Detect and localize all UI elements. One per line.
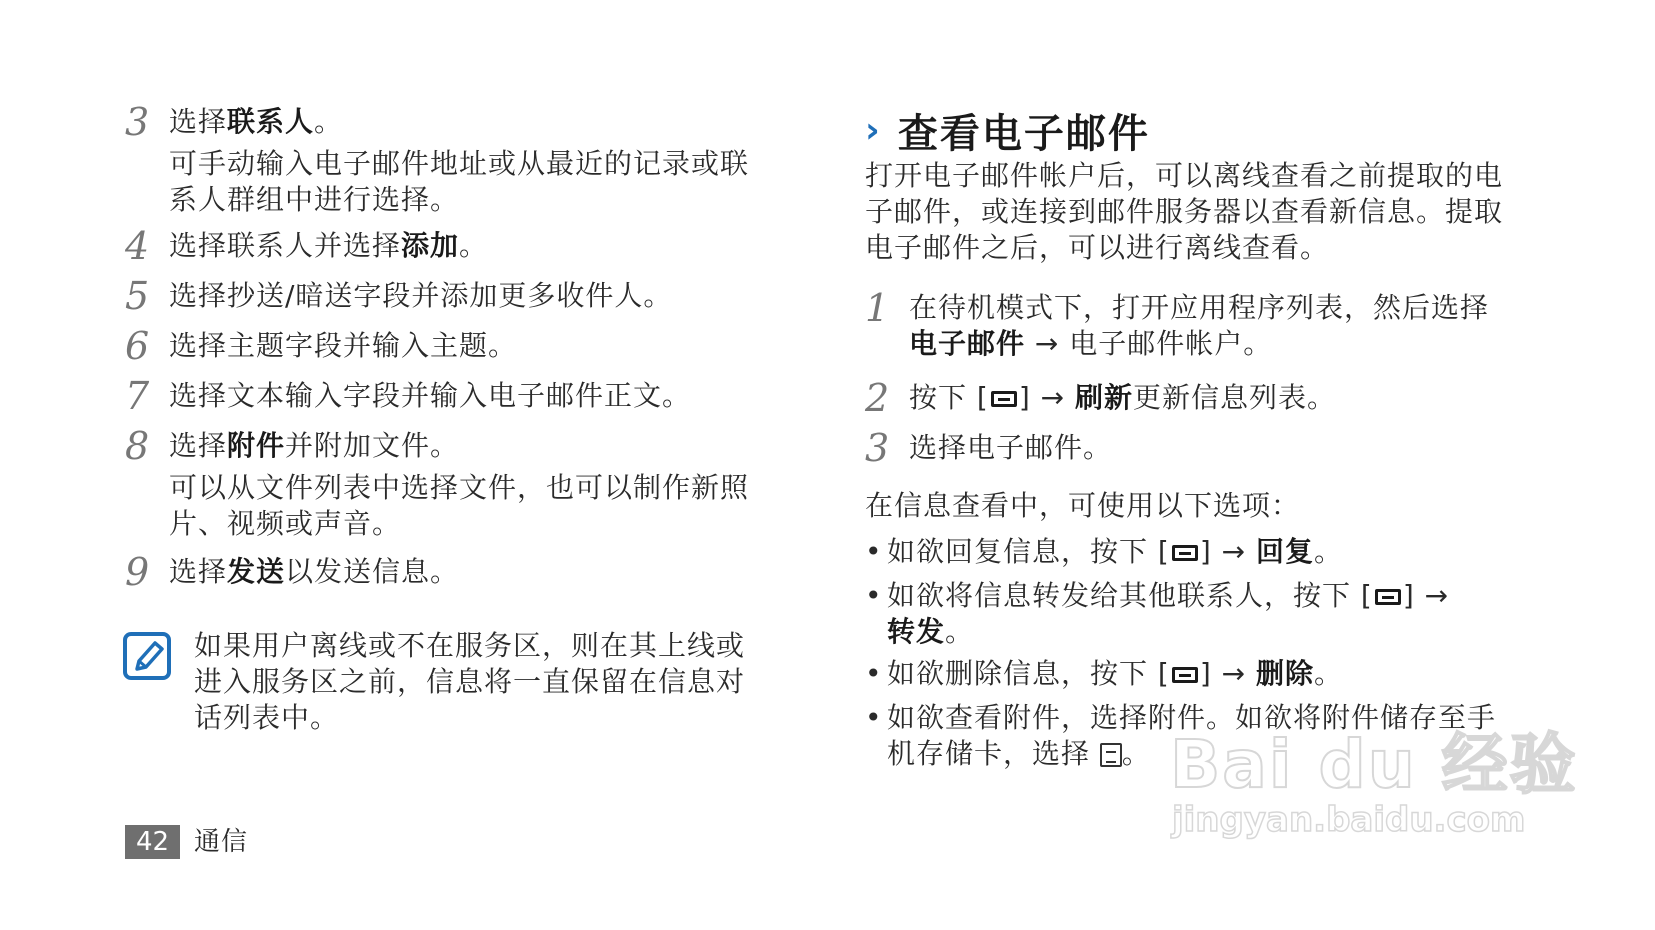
section-title: 查看电子邮件 (897, 111, 1150, 157)
step-9 (125, 550, 460, 594)
step-text: 电子邮件 → 电子邮件帐户。 (909, 327, 1273, 360)
step-text: 在待机模式下，打开应用程序列表，然后选择 (909, 291, 1490, 324)
note-pencil-icon (123, 632, 171, 680)
bullet-text: 如欲查看附件，选择附件。如欲将附件储存至手 (887, 701, 1497, 734)
step-detail: 可手动输入电子邮件地址或从最近的记录或联 (169, 147, 750, 180)
step-7 (125, 374, 692, 418)
step-text: 选择附件并附加文件。 (169, 429, 460, 462)
section-label: 通信 (194, 827, 249, 857)
chevron-right-icon: › (865, 110, 880, 151)
step-detail: 系人群组中进行选择。 (169, 183, 460, 216)
bullet-forward: • 如欲将信息转发给其他联系人，按下 [ ] → 转发。 (865, 579, 1450, 648)
step-number: 9 (125, 550, 150, 594)
step-number: 1 (865, 286, 890, 330)
note-line: 话列表中。 (194, 701, 340, 734)
step-text: 选择主题字段并输入主题。 (169, 329, 518, 362)
step-8 (125, 424, 750, 542)
step-detail: 片、视频或声音。 (169, 507, 402, 540)
section-heading (865, 102, 1150, 159)
bullet-text: 如欲将信息转发给其他联系人，按下 [ ] → (887, 579, 1450, 612)
step-number: 2 (865, 376, 890, 420)
menu-key-icon (1172, 667, 1198, 683)
step-number: 6 (125, 324, 150, 368)
step-number: 4 (125, 224, 150, 268)
step-4 (125, 224, 489, 268)
step-text: 选择电子邮件。 (909, 431, 1113, 464)
step-text: 选择文本输入字段并输入电子邮件正文。 (169, 379, 692, 412)
bullet-text: 机存储卡，选择 。 (887, 737, 1151, 770)
step-5 (125, 274, 673, 318)
right-step-2 (865, 376, 1337, 420)
page-number: 42 (125, 825, 180, 859)
step-number: 7 (125, 374, 150, 418)
intro-line: 电子邮件之后，可以进行离线查看。 (865, 231, 1330, 264)
bullet-reply: • 如欲回复信息，按下 [ ] → 回复。 (865, 535, 1344, 568)
step-number: 3 (125, 100, 150, 144)
note-line: 进入服务区之前，信息将一直保留在信息对 (194, 665, 746, 698)
watermark-url: jingyan.baidu.com (1172, 800, 1526, 840)
right-step-3 (865, 426, 1113, 470)
step-text: 选择联系人并选择添加。 (169, 229, 489, 262)
step-text: 选择发送以发送信息。 (169, 555, 460, 588)
bullet-delete: • 如欲删除信息，按下 [ ] → 删除。 (865, 657, 1344, 690)
baidu-jingyan-watermark (1170, 726, 1578, 840)
step-detail: 可以从文件列表中选择文件，也可以制作新照 (169, 471, 750, 504)
menu-key-icon (991, 391, 1017, 407)
step-text: 选择联系人。 (169, 105, 344, 138)
bullet-attachment: • 如欲查看附件，选择附件。如欲将附件储存至手 机存储卡，选择 。 (865, 701, 1497, 770)
intro-paragraph (865, 158, 1503, 266)
save-icon (1100, 743, 1122, 767)
right-step-1 (865, 286, 1490, 362)
intro-line: 打开电子邮件帐户后，可以离线查看之前提取的电 (865, 159, 1504, 192)
menu-key-icon (1375, 589, 1401, 605)
watermark-brand: Bai du 经验 (1170, 726, 1578, 803)
step-number: 8 (125, 424, 150, 468)
step-6 (125, 324, 518, 368)
bullet-text: 如欲回复信息，按下 [ ] → 回复。 (887, 535, 1344, 568)
bullet-text: 如欲删除信息，按下 [ ] → 删除。 (887, 657, 1344, 690)
menu-key-icon (1172, 545, 1198, 561)
step-number: 5 (125, 274, 150, 318)
note-text (194, 628, 745, 736)
intro-line: 子邮件，或连接到邮件服务器以查看新信息。提取 (865, 195, 1504, 228)
step-text: 按下 [ ] → 刷新更新信息列表。 (909, 381, 1337, 414)
step-3 (125, 100, 750, 218)
step-number: 3 (865, 426, 890, 470)
options-title: 在信息查看中，可使用以下选项： (865, 489, 1301, 522)
bullet-text: 转发。 (887, 615, 975, 648)
step-text: 选择抄送/暗送字段并添加更多收件人。 (169, 279, 673, 312)
note-line: 如果用户离线或不在服务区，则在其上线或 (194, 629, 746, 662)
